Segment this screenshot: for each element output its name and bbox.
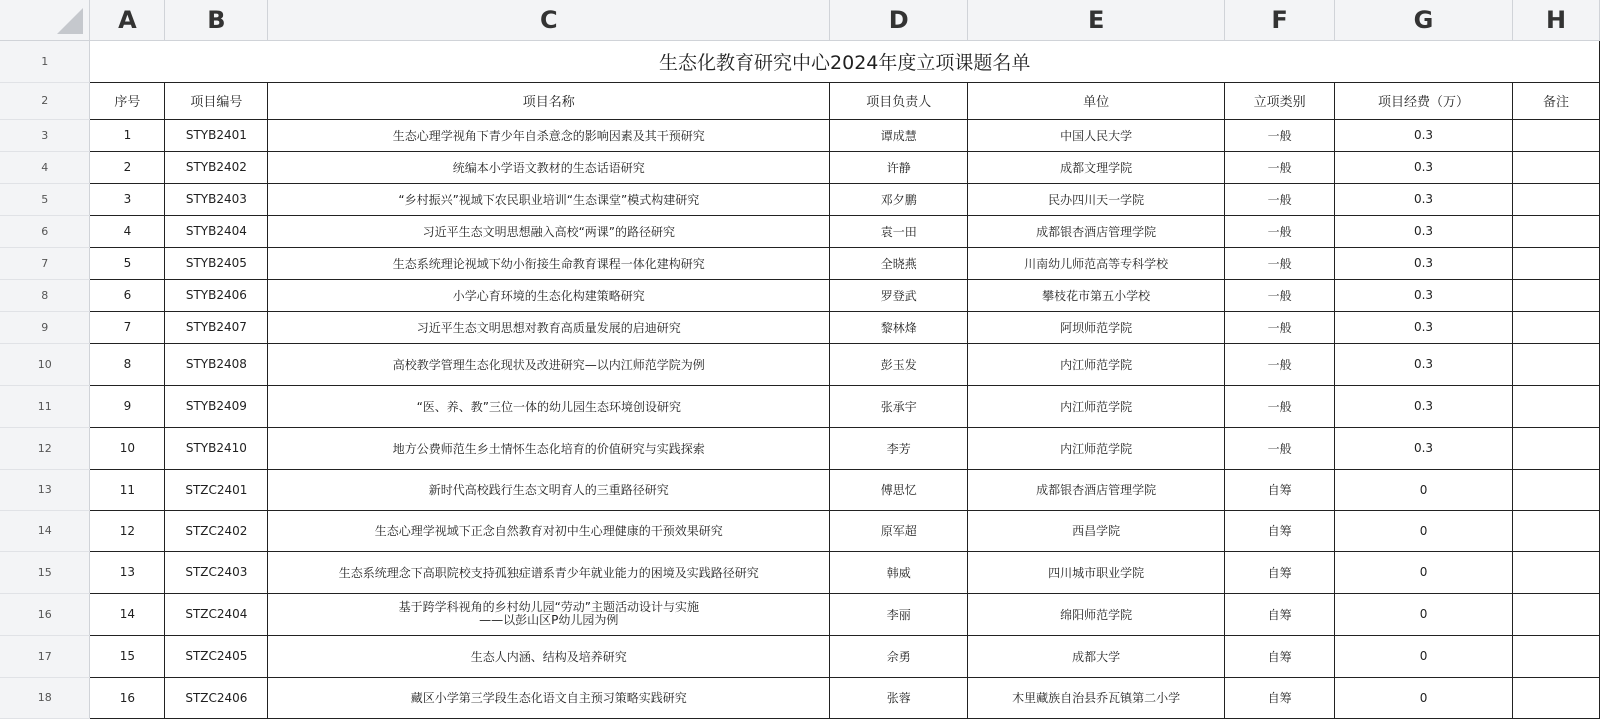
- unit-cell[interactable]: 内江师范学院: [968, 385, 1225, 427]
- category-cell[interactable]: 一般: [1225, 427, 1335, 469]
- note-cell[interactable]: [1512, 183, 1599, 215]
- row-header[interactable]: 12: [0, 427, 90, 469]
- category-cell[interactable]: 自筹: [1225, 635, 1335, 677]
- leader-cell[interactable]: 李丽: [830, 593, 968, 635]
- funding-cell[interactable]: 0.3: [1335, 119, 1513, 151]
- leader-cell[interactable]: 佘勇: [830, 635, 968, 677]
- funding-cell[interactable]: 0.3: [1335, 279, 1513, 311]
- leader-cell[interactable]: 全晓燕: [830, 247, 968, 279]
- row-header[interactable]: 3: [0, 119, 90, 151]
- column-header-f[interactable]: F: [1225, 0, 1335, 40]
- row-header[interactable]: 17: [0, 635, 90, 677]
- unit-cell[interactable]: 民办四川天一学院: [968, 183, 1225, 215]
- name-cell[interactable]: 习近平生态文明思想融入高校“两课”的路径研究: [268, 215, 830, 247]
- unit-cell[interactable]: 中国人民大学: [968, 119, 1225, 151]
- funding-cell[interactable]: 0.3: [1335, 183, 1513, 215]
- seq-cell[interactable]: 11: [90, 469, 165, 510]
- seq-cell[interactable]: 14: [90, 593, 165, 635]
- seq-cell[interactable]: 3: [90, 183, 165, 215]
- code-cell[interactable]: STZC2403: [165, 551, 268, 593]
- name-cell[interactable]: 新时代高校践行生态文明育人的三重路径研究: [268, 469, 830, 510]
- header-note-cell[interactable]: 备注: [1512, 82, 1599, 119]
- code-cell[interactable]: STYB2410: [165, 427, 268, 469]
- funding-cell[interactable]: 0: [1335, 677, 1513, 718]
- note-cell[interactable]: [1512, 119, 1599, 151]
- row-header[interactable]: 18: [0, 677, 90, 718]
- seq-cell[interactable]: 10: [90, 427, 165, 469]
- row-header[interactable]: 14: [0, 510, 90, 551]
- note-cell[interactable]: [1512, 151, 1599, 183]
- category-cell[interactable]: 一般: [1225, 215, 1335, 247]
- code-cell[interactable]: STYB2408: [165, 343, 268, 385]
- name-cell[interactable]: 生态心理学视角下青少年自杀意念的影响因素及其干预研究: [268, 119, 830, 151]
- row-header[interactable]: 2: [0, 82, 90, 119]
- category-cell[interactable]: 一般: [1225, 247, 1335, 279]
- seq-cell[interactable]: 6: [90, 279, 165, 311]
- column-header-c[interactable]: C: [268, 0, 830, 40]
- funding-cell[interactable]: 0.3: [1335, 215, 1513, 247]
- name-cell[interactable]: 习近平生态文明思想对教育高质量发展的启迪研究: [268, 311, 830, 343]
- note-cell[interactable]: [1512, 551, 1599, 593]
- unit-cell[interactable]: 内江师范学院: [968, 427, 1225, 469]
- name-cell[interactable]: 统编本小学语文教材的生态话语研究: [268, 151, 830, 183]
- select-all-corner[interactable]: [0, 0, 90, 40]
- funding-cell[interactable]: 0: [1335, 593, 1513, 635]
- seq-cell[interactable]: 5: [90, 247, 165, 279]
- row-header[interactable]: 15: [0, 551, 90, 593]
- column-header-h[interactable]: H: [1512, 0, 1599, 40]
- leader-cell[interactable]: 李芳: [830, 427, 968, 469]
- table-row: [0, 151, 1600, 183]
- funding-cell[interactable]: 0: [1335, 469, 1513, 510]
- column-header-row: [0, 0, 1600, 40]
- table-row: [0, 635, 1600, 677]
- sheet-title-cell[interactable]: 生态化教育研究中心2024年度立项课题名单: [90, 40, 1600, 82]
- category-cell[interactable]: 自筹: [1225, 469, 1335, 510]
- code-cell[interactable]: STYB2401: [165, 119, 268, 151]
- name-cell[interactable]: [268, 593, 830, 635]
- unit-cell[interactable]: 攀枝花市第五小学校: [968, 279, 1225, 311]
- funding-cell[interactable]: 0: [1335, 510, 1513, 551]
- row-header[interactable]: 6: [0, 215, 90, 247]
- table-row: [0, 183, 1600, 215]
- code-cell[interactable]: STZC2404: [165, 593, 268, 635]
- name-subtitle-line: ——以彭山区P幼儿园为例: [479, 613, 619, 627]
- category-cell[interactable]: 一般: [1225, 119, 1335, 151]
- funding-cell[interactable]: 0.3: [1335, 151, 1513, 183]
- seq-cell[interactable]: 8: [90, 343, 165, 385]
- seq-cell[interactable]: 7: [90, 311, 165, 343]
- leader-cell[interactable]: 张蓉: [830, 677, 968, 718]
- table-row: [0, 385, 1600, 427]
- leader-cell[interactable]: 韩威: [830, 551, 968, 593]
- row-header[interactable]: 13: [0, 469, 90, 510]
- category-cell[interactable]: 自筹: [1225, 510, 1335, 551]
- unit-cell[interactable]: 西昌学院: [968, 510, 1225, 551]
- note-cell[interactable]: [1512, 593, 1599, 635]
- column-header-b[interactable]: B: [165, 0, 268, 40]
- table-row: [0, 427, 1600, 469]
- title-row: [0, 40, 1600, 82]
- category-cell[interactable]: 一般: [1225, 343, 1335, 385]
- note-cell[interactable]: [1512, 510, 1599, 551]
- name-cell[interactable]: 生态系统理念下高职院校支持孤独症谱系青少年就业能力的困境及实践路径研究: [268, 551, 830, 593]
- code-cell[interactable]: STYB2407: [165, 311, 268, 343]
- header-funding-cell[interactable]: 项目经费（万）: [1335, 82, 1513, 119]
- note-cell[interactable]: [1512, 215, 1599, 247]
- header-row: [0, 82, 1600, 119]
- category-cell[interactable]: 一般: [1225, 279, 1335, 311]
- category-cell[interactable]: 一般: [1225, 151, 1335, 183]
- seq-cell[interactable]: 12: [90, 510, 165, 551]
- name-cell[interactable]: 小学心育环境的生态化构建策略研究: [268, 279, 830, 311]
- name-cell[interactable]: “医、养、教”三位一体的幼儿园生态环境创设研究: [268, 385, 830, 427]
- code-cell[interactable]: STYB2409: [165, 385, 268, 427]
- leader-cell[interactable]: 彭玉发: [830, 343, 968, 385]
- leader-cell[interactable]: 傅思忆: [830, 469, 968, 510]
- note-cell[interactable]: [1512, 427, 1599, 469]
- seq-cell[interactable]: 13: [90, 551, 165, 593]
- funding-cell[interactable]: 0: [1335, 551, 1513, 593]
- name-cell[interactable]: 地方公费师范生乡土情怀生态化培育的价值研究与实践探索: [268, 427, 830, 469]
- code-cell[interactable]: STZC2405: [165, 635, 268, 677]
- table-row: [0, 469, 1600, 510]
- leader-cell[interactable]: 罗登武: [830, 279, 968, 311]
- row-header[interactable]: 5: [0, 183, 90, 215]
- category-cell[interactable]: 一般: [1225, 311, 1335, 343]
- code-cell[interactable]: STYB2404: [165, 215, 268, 247]
- table-row: [0, 119, 1600, 151]
- name-cell[interactable]: 生态心理学视域下正念自然教育对初中生心理健康的干预效果研究: [268, 510, 830, 551]
- column-header-a[interactable]: A: [90, 0, 165, 40]
- row-header[interactable]: 16: [0, 593, 90, 635]
- seq-cell[interactable]: 4: [90, 215, 165, 247]
- row-header[interactable]: 11: [0, 385, 90, 427]
- code-cell[interactable]: STYB2406: [165, 279, 268, 311]
- note-cell[interactable]: [1512, 311, 1599, 343]
- name-cell[interactable]: 生态系统理论视域下幼小衔接生命教育课程一体化建构研究: [268, 247, 830, 279]
- unit-cell[interactable]: 成都大学: [968, 635, 1225, 677]
- seq-cell[interactable]: 2: [90, 151, 165, 183]
- name-cell[interactable]: 高校教学管理生态化现状及改进研究—以内江师范学院为例: [268, 343, 830, 385]
- funding-cell[interactable]: 0.3: [1335, 385, 1513, 427]
- category-cell[interactable]: 自筹: [1225, 551, 1335, 593]
- table-row: [0, 343, 1600, 385]
- header-code-cell[interactable]: 项目编号: [165, 82, 268, 119]
- column-header-g[interactable]: G: [1335, 0, 1513, 40]
- unit-cell[interactable]: 四川城市职业学院: [968, 551, 1225, 593]
- category-cell[interactable]: 一般: [1225, 183, 1335, 215]
- table-row: [0, 247, 1600, 279]
- header-leader-cell[interactable]: 项目负责人: [830, 82, 968, 119]
- note-cell[interactable]: [1512, 343, 1599, 385]
- column-header-e[interactable]: E: [968, 0, 1225, 40]
- row-header[interactable]: 4: [0, 151, 90, 183]
- name-cell[interactable]: 藏区小学第三学段生态化语文自主预习策略实践研究: [268, 677, 830, 718]
- row-header[interactable]: 8: [0, 279, 90, 311]
- note-cell[interactable]: [1512, 385, 1599, 427]
- unit-cell[interactable]: 内江师范学院: [968, 343, 1225, 385]
- leader-cell[interactable]: 谭成慧: [830, 119, 968, 151]
- code-cell[interactable]: STYB2405: [165, 247, 268, 279]
- funding-cell[interactable]: 0.3: [1335, 311, 1513, 343]
- code-cell[interactable]: STZC2406: [165, 677, 268, 718]
- header-unit-cell[interactable]: 单位: [968, 82, 1225, 119]
- unit-cell[interactable]: 成都银杏酒店管理学院: [968, 469, 1225, 510]
- funding-cell[interactable]: 0.3: [1335, 343, 1513, 385]
- table-row: [0, 551, 1600, 593]
- table-row: [0, 510, 1600, 551]
- seq-cell[interactable]: 9: [90, 385, 165, 427]
- seq-cell[interactable]: 15: [90, 635, 165, 677]
- leader-cell[interactable]: 许静: [830, 151, 968, 183]
- name-cell[interactable]: 生态人内涵、结构及培养研究: [268, 635, 830, 677]
- leader-cell[interactable]: 袁一田: [830, 215, 968, 247]
- funding-cell[interactable]: 0.3: [1335, 427, 1513, 469]
- table-row: [0, 593, 1600, 635]
- header-seq-cell[interactable]: 序号: [90, 82, 165, 119]
- seq-cell[interactable]: 16: [90, 677, 165, 718]
- row-header[interactable]: 7: [0, 247, 90, 279]
- row-header[interactable]: 9: [0, 311, 90, 343]
- seq-cell[interactable]: 1: [90, 119, 165, 151]
- note-cell[interactable]: [1512, 247, 1599, 279]
- funding-cell[interactable]: 0: [1335, 635, 1513, 677]
- name-cell[interactable]: “乡村振兴”视域下农民职业培训“生态课堂”模式构建研究: [268, 183, 830, 215]
- category-cell[interactable]: 一般: [1225, 385, 1335, 427]
- unit-cell[interactable]: 阿坝师范学院: [968, 311, 1225, 343]
- unit-cell[interactable]: 木里藏族自治县乔瓦镇第二小学: [968, 677, 1225, 718]
- unit-cell[interactable]: 绵阳师范学院: [968, 593, 1225, 635]
- note-cell[interactable]: [1512, 469, 1599, 510]
- leader-cell[interactable]: 原军超: [830, 510, 968, 551]
- note-cell[interactable]: [1512, 635, 1599, 677]
- leader-cell[interactable]: 张承宇: [830, 385, 968, 427]
- table-row: [0, 279, 1600, 311]
- table-row: [0, 215, 1600, 247]
- note-cell[interactable]: [1512, 677, 1599, 718]
- unit-cell[interactable]: 川南幼儿师范高等专科学校: [968, 247, 1225, 279]
- leader-cell[interactable]: 黎林烽: [830, 311, 968, 343]
- row-header[interactable]: 1: [0, 40, 90, 82]
- code-cell[interactable]: STZC2401: [165, 469, 268, 510]
- name-line: 基于跨学科视角的乡村幼儿园“劳动”主题活动设计与实施: [398, 600, 700, 614]
- code-cell[interactable]: STYB2403: [165, 183, 268, 215]
- code-cell[interactable]: STZC2402: [165, 510, 268, 551]
- header-category-cell[interactable]: 立项类别: [1225, 82, 1335, 119]
- category-cell[interactable]: 自筹: [1225, 677, 1335, 718]
- leader-cell[interactable]: 邓夕鹏: [830, 183, 968, 215]
- table-row: [0, 677, 1600, 718]
- row-header[interactable]: 10: [0, 343, 90, 385]
- note-cell[interactable]: [1512, 279, 1599, 311]
- category-cell[interactable]: 自筹: [1225, 593, 1335, 635]
- column-header-d[interactable]: D: [830, 0, 968, 40]
- table-row: [0, 311, 1600, 343]
- header-name-cell[interactable]: 项目名称: [268, 82, 830, 119]
- code-cell[interactable]: STYB2402: [165, 151, 268, 183]
- funding-cell[interactable]: 0.3: [1335, 247, 1513, 279]
- unit-cell[interactable]: 成都银杏酒店管理学院: [968, 215, 1225, 247]
- unit-cell[interactable]: 成都文理学院: [968, 151, 1225, 183]
